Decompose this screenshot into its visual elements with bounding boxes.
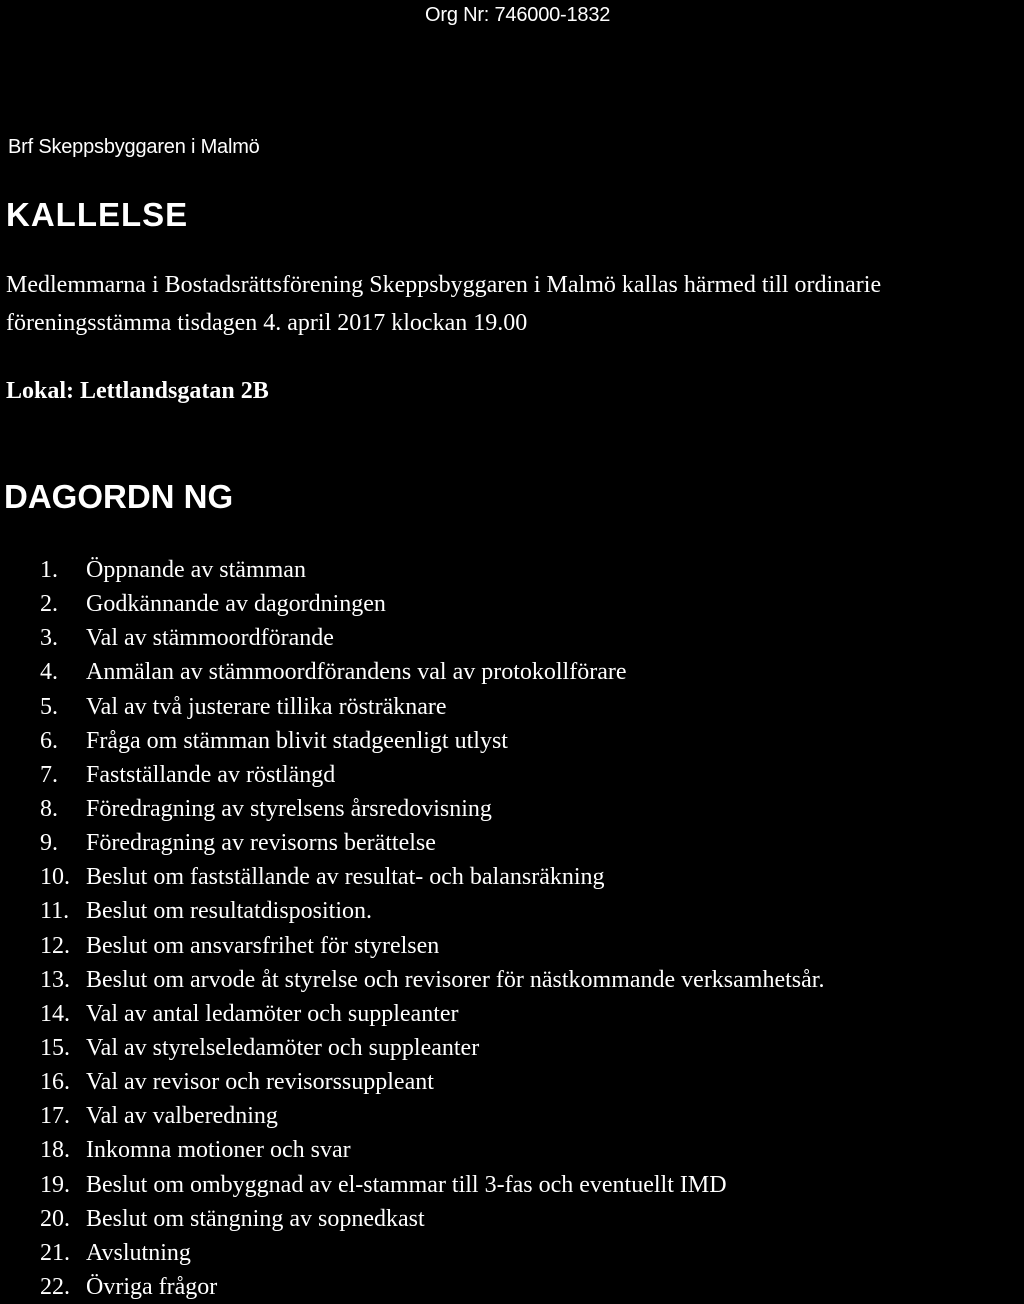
agenda-item [40, 826, 824, 860]
agenda-item-text: Beslut om fastställande av resultat- och balansräkning [86, 864, 605, 891]
agenda-item-text: Val av styrelseledamöter och suppleanter [86, 1034, 480, 1061]
agenda-item [40, 1031, 824, 1065]
agenda-item-text: Beslut om ombyggnad av el-stammar till 3-fas och eventuellt IMD [86, 1171, 727, 1198]
agenda-item-number: 16. [40, 1069, 70, 1096]
agenda-item-text: Val av valberedning [86, 1103, 278, 1130]
agenda-item [40, 1202, 824, 1236]
agenda-item [40, 894, 824, 928]
agenda-item-number: 3. [40, 625, 58, 652]
agenda-item-text: Beslut om stängning av sopnedkast [86, 1205, 425, 1232]
agenda-item-text: Anmälan av stämmoordförandens val av protokollförare [86, 659, 627, 686]
agenda-item [40, 1270, 824, 1304]
agenda-item [40, 929, 824, 963]
agenda-item [40, 690, 824, 724]
agenda-item [40, 963, 824, 997]
intro-line: föreningsstämma tisdagen 4. april 2017 klockan 19.00 [6, 310, 528, 336]
agenda-item-number: 17. [40, 1103, 70, 1130]
association-name: Brf Skeppsbyggaren i Malmö [8, 136, 260, 158]
agenda-item-number: 14. [40, 1000, 70, 1027]
agenda-item [40, 655, 824, 689]
notice-title: KALLELSE [6, 196, 189, 233]
agenda-item-number: 4. [40, 659, 58, 686]
agenda-item-number: 12. [40, 932, 70, 959]
intro-line: Medlemmarna i Bostadsrättsförening Skeppsbyggaren i Malmö kallas härmed till ordinarie [6, 272, 882, 298]
agenda-item [40, 997, 824, 1031]
agenda-item [40, 860, 824, 894]
agenda-item-text: Avslutning [86, 1239, 191, 1266]
agenda-item-text: Val av stämmoordförande [86, 625, 334, 652]
agenda-item-number: 8. [40, 795, 58, 822]
agenda-item-text: Val av två justerare tillika rösträknare [86, 693, 447, 720]
agenda-item [40, 1168, 824, 1202]
agenda-item-number: 15. [40, 1034, 70, 1061]
agenda-item [40, 587, 824, 621]
agenda-item-number: 5. [40, 693, 58, 720]
agenda-item-number: 13. [40, 966, 70, 993]
agenda-item-number: 10. [40, 864, 70, 891]
agenda-list [40, 553, 824, 1304]
agenda-item-text: Öppnande av stämman [86, 557, 306, 583]
agenda-item-text: Fråga om stämman blivit stadgeenligt utlyst [86, 727, 508, 754]
agenda-item-text: Beslut om arvode åt styrelse och revisorer för nästkommande verksamhetsår. [86, 966, 825, 993]
agenda-item-text: Val av revisor och revisorssuppleant [86, 1069, 434, 1096]
org-number: Org Nr: 746000-1832 [425, 4, 611, 26]
agenda-title: DAGORDN NG [4, 478, 234, 515]
agenda-item-text: Beslut om resultatdisposition. [86, 898, 372, 925]
agenda-item-number: 6. [40, 727, 58, 754]
agenda-item-number: 21. [40, 1239, 70, 1266]
agenda-item-text: Fastställande av röstlängd [86, 761, 336, 788]
agenda-item-number: 7. [40, 761, 58, 788]
agenda-item-number: 1. [40, 557, 58, 583]
agenda-item [40, 724, 824, 758]
agenda-item-number: 2. [40, 591, 58, 618]
agenda-item [40, 621, 824, 655]
agenda-item [40, 758, 824, 792]
agenda-item-text: Föredragning av styrelsens årsredovisning [86, 795, 492, 822]
agenda-item-number: 20. [40, 1205, 70, 1232]
agenda-item-text: Inkomna motioner och svar [86, 1137, 351, 1164]
agenda-item-text: Föredragning av revisorns berättelse [86, 830, 436, 857]
agenda-item-number: 18. [40, 1137, 70, 1164]
agenda-item-number: 9. [40, 830, 58, 857]
agenda-item-text: Godkännande av dagordningen [86, 591, 386, 618]
meeting-location: Lokal: Lettlandsgatan 2B [6, 378, 269, 404]
notice-intro [6, 266, 1022, 342]
agenda-item-text: Beslut om ansvarsfrihet för styrelsen [86, 932, 440, 959]
agenda-item [40, 1065, 824, 1099]
agenda-item [40, 1099, 824, 1133]
agenda-item-number: 11. [40, 898, 70, 925]
agenda-item [40, 1133, 824, 1167]
agenda-item-text: Övriga frågor [86, 1273, 218, 1300]
agenda-item [40, 1236, 824, 1270]
agenda-item [40, 553, 824, 587]
agenda-item [40, 792, 824, 826]
agenda-item-text: Val av antal ledamöter och suppleanter [86, 1000, 459, 1027]
agenda-item-number: 22. [40, 1273, 70, 1300]
agenda-item-number: 19. [40, 1171, 70, 1198]
